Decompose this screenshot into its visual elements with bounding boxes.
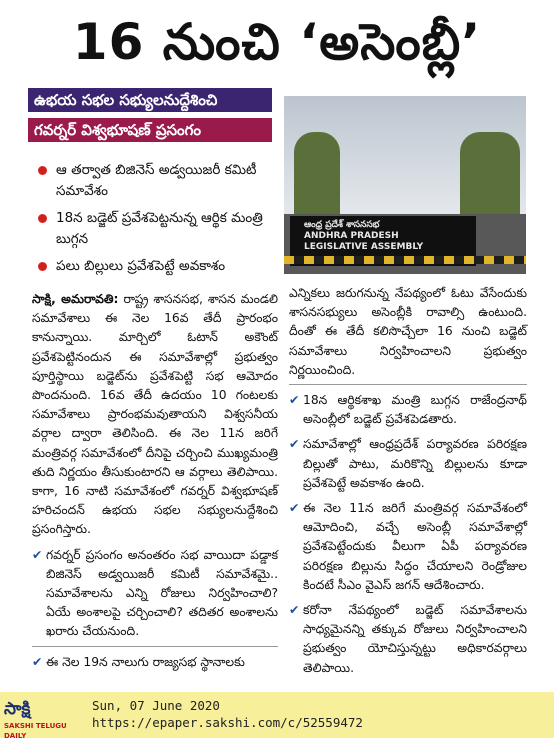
item-text: 18న ఆర్థికశాఖ మంత్రి బుగ్గన రాజేంద్రనాథ్ అసెంబ్లీలో బడ్జెట్ ప్రవేశపెడతారు. xyxy=(303,393,527,427)
list-item xyxy=(32,653,278,672)
bullet-item xyxy=(36,208,272,250)
check-mark-icon: ✔ xyxy=(32,654,43,669)
check-mark-icon: ✔ xyxy=(289,437,300,452)
left-para-1-text: రాష్ట్ర శాసనసభ, శాసన మండలి సమావేశాలు ఈ నెల 16వ తేదీ ప్రారంభం కానున్నాయి. మార్చిలో ఓటాన్ అకౌంట్ ప్రవేశపెట్టినందున ఈ సమావేశాల్లో ప్రభుత్వం పూర్తిస్థాయి బడ్జెట్‌ను ప్రవేశపెట్టి సభ ఆమోదం పొందనుంది. 16వ తేదీ ఉదయం 10 గంటలకు సమావేశాలు ప్రారంభమవుతాయని విశ్వసనీయ వర్గాల ద్వారా తెలిసింది. ఈ నెల 11న జరిగే మంత్రివర్గ సమావేశంలో దీనిపై చర్చించి ముఖ్యమంత్రి తుది నిర్ణయం తీసుకుంటారని ఆ వర్గాలు తెలిపాయి. కాగా, 16 నాటి సమావేశంలో గవర్నర్ విశ్వభూషణ్ హరిచందన్ ఉభయ సభల సభ్యులనుద్దేశించి ప్రసంగిస్తారు. xyxy=(32,292,278,537)
divider xyxy=(32,646,278,647)
red-dot-bullet-icon xyxy=(38,262,47,271)
bullet-item xyxy=(36,256,272,277)
list-item xyxy=(289,435,527,493)
dateline: సాక్షి, అమరావతి: xyxy=(32,292,119,306)
highlight-box xyxy=(28,88,272,148)
red-dot-bullet-icon xyxy=(38,166,47,175)
photo-road-stripe xyxy=(284,256,526,264)
headline: 16 నుంచి ‘అసెంబ్లీ’ xyxy=(72,13,482,71)
list-item xyxy=(289,499,527,595)
sakshi-logo xyxy=(4,697,82,740)
check-mark-icon: ✔ xyxy=(32,547,43,562)
bullet-text: పలు బిల్లులు ప్రవేశపెట్టే అవకాశం xyxy=(56,258,226,274)
list-item xyxy=(32,546,278,642)
board-line-2: ANDHRA PRADESH xyxy=(304,231,399,241)
logo-subtext: SAKSHI TELUGU DAILY xyxy=(4,722,67,740)
right-column xyxy=(289,284,527,678)
right-para-1: ఎన్నికలు జరుగనున్న నేపథ్యంలో ఓటు వేసేందుకు శాసనసభ్యులు అసెంబ్లీకి రావాల్సి ఉంటుంది. దీంతో ఈ తేదీ కలిసొచ్చేలా 16 నుంచి బడ్జెట్ సమావేశాలు నిర్వహించాలని ప్రభుత్వం నిర్ణయించింది. xyxy=(289,286,527,377)
photo-tree xyxy=(460,132,520,222)
list-item xyxy=(289,391,527,429)
bullet-list xyxy=(36,160,272,283)
photo-tree xyxy=(294,132,340,222)
divider xyxy=(289,384,527,385)
footer-bar xyxy=(0,692,554,738)
item-text: కరోనా నేపథ్యంలో బడ్జెట్ సమావేశాలను సాధ్యమైనన్ని తక్కువ రోజులు నిర్వహించాలని ప్రభుత్వం యోచిస్తున్నట్టు అధికారవర్గాలు తెలిపాయి. xyxy=(303,603,527,675)
assembly-photo xyxy=(284,96,526,274)
board-line-3: LEGISLATIVE ASSEMBLY xyxy=(304,242,424,252)
item-text: ఈ నెల 11న జరిగే మంత్రివర్గ సమావేశంలో ఆమోదించి, వచ్చే అసెంబ్లీ సమావేశాల్లో ప్రవేశపెట్టేందుకు వీలుగా ఏపీ పర్యావరణ పరిరక్షణ బిల్లును సిద్ధం చేయాలని రెండ్రోజుల కిందటే సీఎం వైఎస్ జగన్ ఆదేశించారు. xyxy=(303,501,527,592)
item-text: ఈ నెల 19న నాలుగు రాజ్యసభ స్థానాలకు xyxy=(46,654,245,669)
red-dot-bullet-icon xyxy=(38,214,47,223)
check-mark-icon: ✔ xyxy=(289,393,300,408)
board-line-1: ఆంధ్ర ప్రదేశ్ శాసనసభ xyxy=(304,220,380,230)
list-item xyxy=(289,601,527,678)
bullet-item xyxy=(36,160,272,202)
item-text: గవర్నర్ ప్రసంగం అనంతరం సభ వాయిదా పడ్డాక బిజినెస్ అడ్వయిజరీ కమిటీ సమావేశమై.. సమావేశాలను ఎన్ని రోజులు నిర్వహించాలి? ఏయే అంశాలపై చర్చించాలి? తదితర అంశాలను ఖరారు చేయనుంది. xyxy=(46,547,278,639)
check-mark-icon: ✔ xyxy=(289,501,300,516)
left-column xyxy=(32,290,278,672)
bullet-text: ఆ తర్వాత బిజినెస్ అడ్వయిజరీ కమిటీ సమావేశం xyxy=(56,162,257,199)
check-mark-icon: ✔ xyxy=(289,603,300,618)
publish-date: Sun, 07 June 2020 xyxy=(92,698,220,713)
source-url[interactable]: https://epaper.sakshi.com/c/52559472 xyxy=(92,715,363,730)
highlight-line-2: గవర్నర్ విశ్వభూషణ్ ప్రసంగం xyxy=(28,118,272,142)
logo-text: సాక్షి xyxy=(4,699,31,719)
bullet-text: 18న బడ్జెట్ ప్రవేశపెట్టనున్న ఆర్థిక మంత్రి బుగ్గన xyxy=(56,210,263,247)
item-text: సమావేశాల్లో ఆంధ్రప్రదేశ్ పర్యావరణ పరిరక్షణ బిల్లుతో పాటు, మరికొన్ని బిల్లులను కూడా ప్రవేశపెట్టే అవకాశం ఉంది. xyxy=(303,437,527,490)
left-para-1 xyxy=(32,290,278,540)
highlight-line-1: ఉభయ సభల సభ్యులనుద్దేశించి xyxy=(28,88,272,112)
